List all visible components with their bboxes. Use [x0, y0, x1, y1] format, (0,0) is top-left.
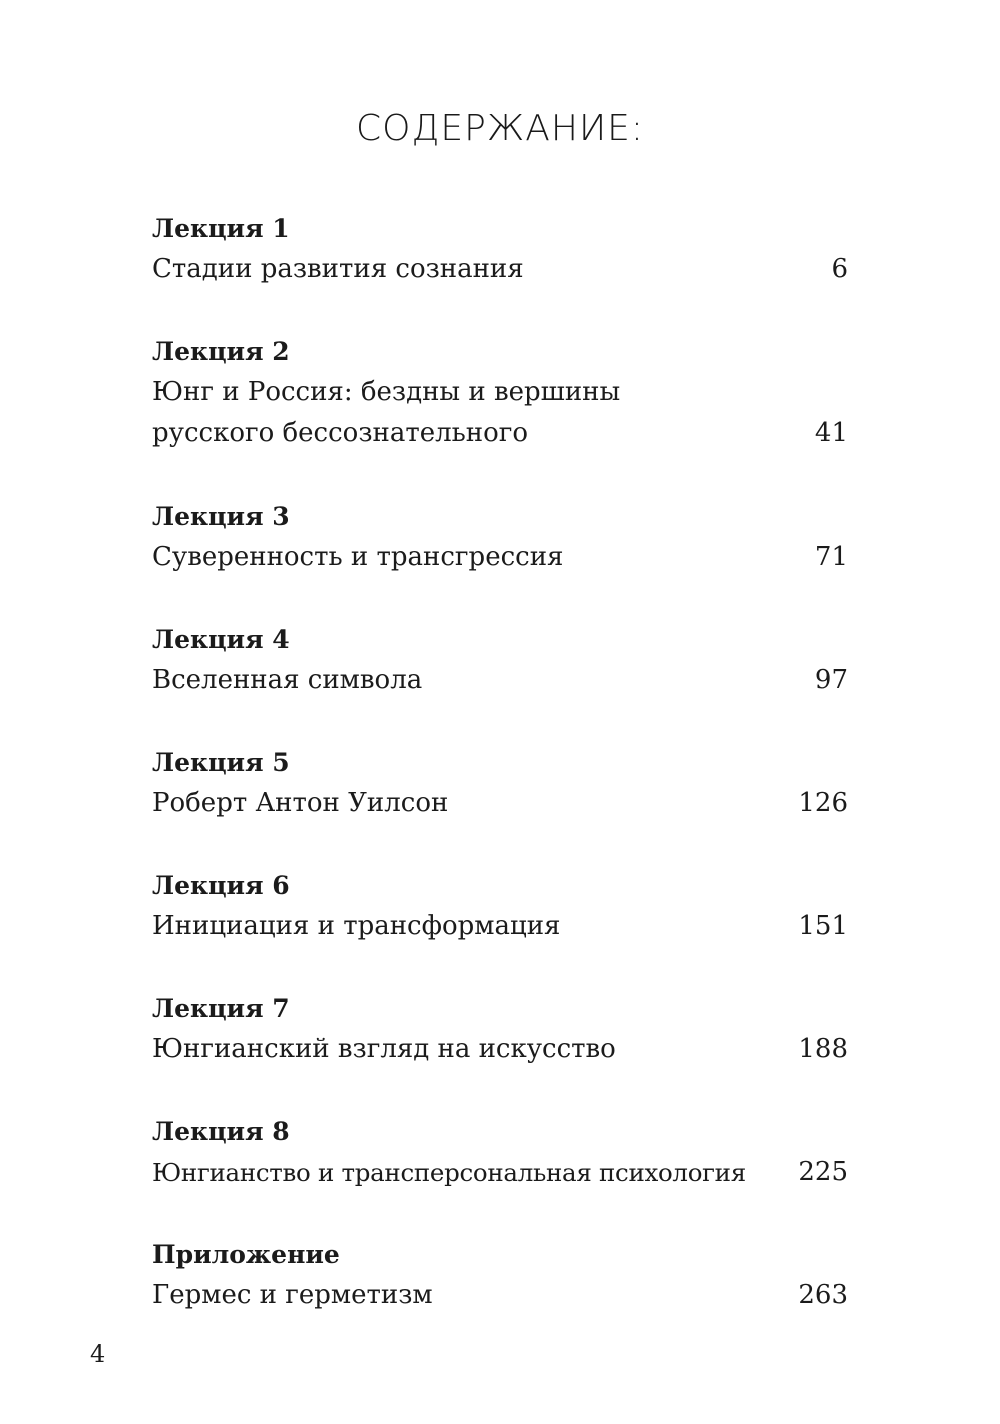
entry-label: Лекция 4 [152, 625, 290, 654]
toc-entry [152, 331, 848, 454]
entry-row [152, 783, 848, 824]
toc-entry [152, 865, 848, 947]
entry-title: Суверенность и трансгрессия [152, 542, 564, 572]
entry-page-number: 188 [798, 1034, 848, 1064]
entry-label: Лекция 5 [152, 748, 290, 777]
page-title: СОДЕРЖАНИЕ: [355, 108, 645, 149]
entry-row [152, 537, 848, 578]
entry-label: Лекция 8 [152, 1117, 290, 1146]
entry-page-number: 97 [814, 665, 848, 695]
entry-page-number: 225 [798, 1157, 848, 1187]
entry-title: Юнг и Россия: бездны и вершины русского бессознательного [152, 377, 621, 448]
entry-title: Стадии развития сознания [152, 254, 524, 284]
entry-label: Лекция 2 [152, 337, 290, 366]
entry-row [152, 1029, 848, 1070]
entry-row [152, 660, 848, 701]
entry-row [152, 372, 848, 454]
entry-page-number: 263 [798, 1280, 848, 1310]
entry-label: Приложение [152, 1240, 340, 1269]
entry-row [152, 1152, 848, 1193]
entry-page-number: 151 [798, 911, 848, 941]
entry-row [152, 906, 848, 947]
entry-label: Лекция 3 [152, 502, 290, 531]
entry-title: Юнгианство и трансперсональная психология [152, 1158, 746, 1187]
toc-entry [152, 988, 848, 1070]
page-number: 4 [90, 1340, 106, 1368]
entry-title: Инициация и трансформация [152, 911, 561, 941]
toc-entry [152, 619, 848, 701]
entry-title: Юнгианский взгляд на искусство [152, 1034, 616, 1064]
toc-entry [152, 742, 848, 824]
entry-page-number: 71 [814, 542, 848, 572]
entry-title: Вселенная символа [152, 665, 423, 695]
entry-page-number: 126 [798, 788, 848, 818]
entry-label: Лекция 6 [152, 871, 290, 900]
entry-title: Гермес и герметизм [152, 1280, 433, 1310]
entry-label: Лекция 7 [152, 994, 290, 1023]
entry-row [152, 1275, 848, 1316]
toc-entry [152, 496, 848, 578]
entry-label: Лекция 1 [152, 214, 290, 243]
entry-page-number: 41 [814, 418, 848, 448]
toc-entry [152, 208, 848, 290]
toc-entry [152, 1234, 848, 1316]
entry-row [152, 249, 848, 290]
toc-entry [152, 1111, 848, 1193]
entry-page-number: 6 [831, 254, 848, 284]
entry-title: Роберт Антон Уилсон [152, 788, 449, 818]
